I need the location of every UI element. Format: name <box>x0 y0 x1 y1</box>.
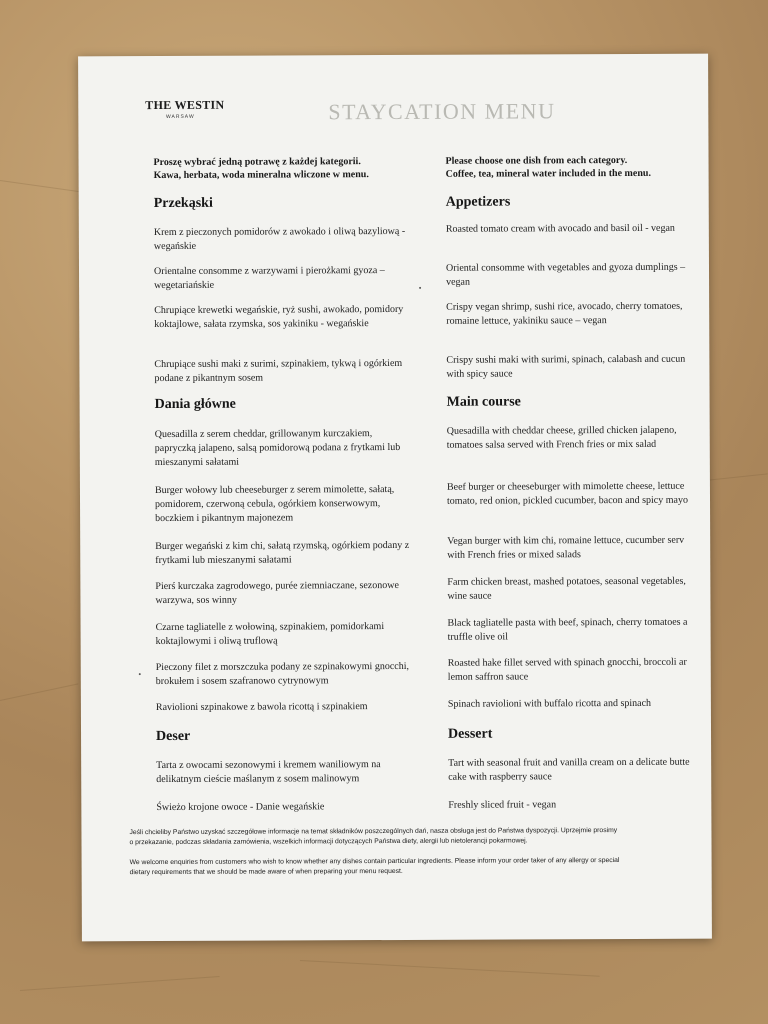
menu-item <box>447 424 709 453</box>
menu-item-line: Vegan burger with kim chi, romaine lettuce, cucumber serv <box>447 534 685 547</box>
menu-title: STAYCATION MENU <box>328 98 556 125</box>
menu-item: Czarne tagliatelle z wołowiną, szpinakiem, pomidorkami koktajlowymi i oliwą truflową <box>155 621 385 648</box>
menu-item-line: with spicy sauce <box>446 368 513 380</box>
menu-item: Tarta z owocami sezonowymi i kremem waniliowym na delikatnym cieście maślanym z sosem malinowym <box>156 759 381 786</box>
menu-item: Quesadilla z serem cheddar, grillowanym kurczakiem, papryczką jalapeno, salsą pomidorową podana z frytkami lub mieszanymi sałatami <box>154 428 401 469</box>
menu-item-line: with French fries or mixed salads <box>447 549 581 561</box>
footer-line: We welcome enquiries from customers who wish to know whether any dishes contain particular ingredients. Please inform your order taker of any allergy or special <box>129 857 620 867</box>
menu-item-line: romaine lettuce, yakiniku sauce – vegan <box>446 315 607 327</box>
menu-item-line: truffle olive oil <box>447 631 508 643</box>
menu-item <box>446 222 708 237</box>
section-heading-dessert: Deser <box>156 728 191 745</box>
westin-logo <box>145 97 225 120</box>
section-heading-dessert: Dessert <box>448 726 493 742</box>
menu-item-line: Farm chicken breast, mashed potatoes, seasonal vegetables, <box>447 575 686 588</box>
menu-item <box>448 697 710 712</box>
menu-item: Raviolioni szpinakowe z bawola ricottą i szpinakiem <box>155 701 368 714</box>
menu-item-line: Spinach raviolioni with buffalo ricotta and spinach <box>447 697 652 710</box>
menu-item: Chrupiące sushi maki z surimi, szpinakiem, tykwą i ogórkiem podane z pikantnym sosem <box>154 357 403 385</box>
brand-name: THE WESTIN <box>145 97 225 113</box>
paper-speck <box>419 287 421 289</box>
menu-item: Krem z pieczonych pomidorów z awokado i oliwą bazyliową - wegańskie <box>153 225 406 253</box>
paper-speck <box>139 673 141 675</box>
menu-item <box>446 261 708 290</box>
intro-text <box>446 154 651 181</box>
menu-item-line: tomato, red onion, pickled cucumber, bacon and spicy mayo <box>446 494 688 507</box>
menu-item-line: Roasted tomato cream with avocado and basil oil - vegan <box>445 222 675 235</box>
menu-item <box>448 656 710 685</box>
menu-item-line: Black tagliatelle pasta with beef, spinach, cherry tomatoes a <box>447 616 688 629</box>
menu-item-line: Freshly sliced fruit - vegan <box>448 799 557 811</box>
menu-item-line: wine sauce <box>447 590 492 602</box>
menu-item: Chrupiące krewetki wegańskie, ryż sushi, awokado, pomidory koktajlowe, sałata rzymska, sos yakiniku - wegańskie <box>154 303 404 331</box>
menu-item: Pieczony filet z morszczuka podany ze szpinakowymi gnocchi, brokułem i sosem szafranowo cytrynowym <box>155 660 410 688</box>
menu-item-line: Crispy sushi maki with surimi, spinach, calabash and cucun <box>446 353 686 366</box>
intro-line: Kawa, herbata, woda mineralna wliczone w menu. <box>153 169 369 182</box>
menu-item-line: Crispy vegan shrimp, sushi rice, avocado, cherry tomatoes, <box>446 300 683 313</box>
menu-item-line: cake with raspberry sauce <box>448 771 552 783</box>
menu-item <box>448 756 710 785</box>
menu-item: Burger wołowy lub cheeseburger z serem mimolette, sałatą, pomidorem, czerwoną cebula, ogórkiem konserwowym, boczkiem i pikantnym majonezem <box>154 484 395 525</box>
brand-location: WARSAW <box>165 113 195 120</box>
intro-text <box>154 155 369 182</box>
allergy-notice-polish <box>129 826 709 849</box>
footer-line: o przekazanie, podczas składania zamówienia, wszelkich informacji dotyczących Państwa diety, alergii lub nietolerancji pokarmowej. <box>129 837 528 847</box>
section-heading-appetizers: Przekąski <box>153 195 213 212</box>
menu-item-line: vegan <box>446 276 470 288</box>
footer-line: Jeśli chcieliby Państwo uzyskać szczegółowe informacje na temat składników poszczególnych dań, nasza obsługa jest do Państwa dyspozycji. Uprzejmie prosimy <box>129 827 618 837</box>
menu-item <box>448 616 710 645</box>
intro-line: Proszę wybrać jedną potrawę z każdej kategorii. <box>153 156 361 169</box>
menu-item-line: lemon saffron sauce <box>447 671 529 683</box>
menu-item <box>447 480 709 509</box>
menu-item: Pierś kurczaka zagrodowego, purée ziemniaczane, sezonowe warzywa, sos winny <box>155 579 399 607</box>
menu-item <box>447 575 709 604</box>
menu-item-line: Beef burger or cheeseburger with mimolette cheese, lettuce <box>446 480 685 493</box>
menu-item <box>446 300 708 329</box>
menu-item: Świeżo krojone owoce - Danie wegańskie <box>156 801 325 814</box>
menu-item: Burger wegański z kim chi, sałatą rzymską, ogórkiem podany z frytkami lub mieszanymi sałatami <box>155 539 410 567</box>
footer-line: dietary requirements that we should be made aware of when preparing your menu request. <box>129 867 403 877</box>
menu-item-line: tomatoes salsa served with French fries or mix salad <box>446 438 657 451</box>
allergy-notice-english <box>130 856 710 879</box>
intro-line: Coffee, tea, mineral water included in the menu. <box>445 167 651 180</box>
menu-item-line: Tart with seasonal fruit and vanilla cream on a delicate butte <box>448 756 690 769</box>
section-heading-appetizers: Appetizers <box>445 194 511 210</box>
allergy-notice <box>129 826 709 889</box>
menu-item-line: Quesadilla with cheddar cheese, grilled chicken jalapeno, <box>446 424 677 437</box>
section-heading-main: Main course <box>446 394 521 410</box>
menu-item <box>446 353 708 382</box>
menu-item <box>448 798 710 813</box>
intro-line: Please choose one dish from each category. <box>445 154 628 167</box>
menu-sheet <box>78 54 712 942</box>
english-column <box>445 54 707 811</box>
menu-item <box>447 534 709 563</box>
menu-item: Orientalne consomme z warzywami i pierożkami gyoza – wegetariańskie <box>153 265 385 292</box>
menu-item-line: Oriental consomme with vegetables and gyoza dumplings – <box>445 261 686 274</box>
menu-item-line: Roasted hake fillet served with spinach gnocchi, broccoli ar <box>447 656 687 669</box>
section-heading-main: Dania główne <box>154 396 236 413</box>
